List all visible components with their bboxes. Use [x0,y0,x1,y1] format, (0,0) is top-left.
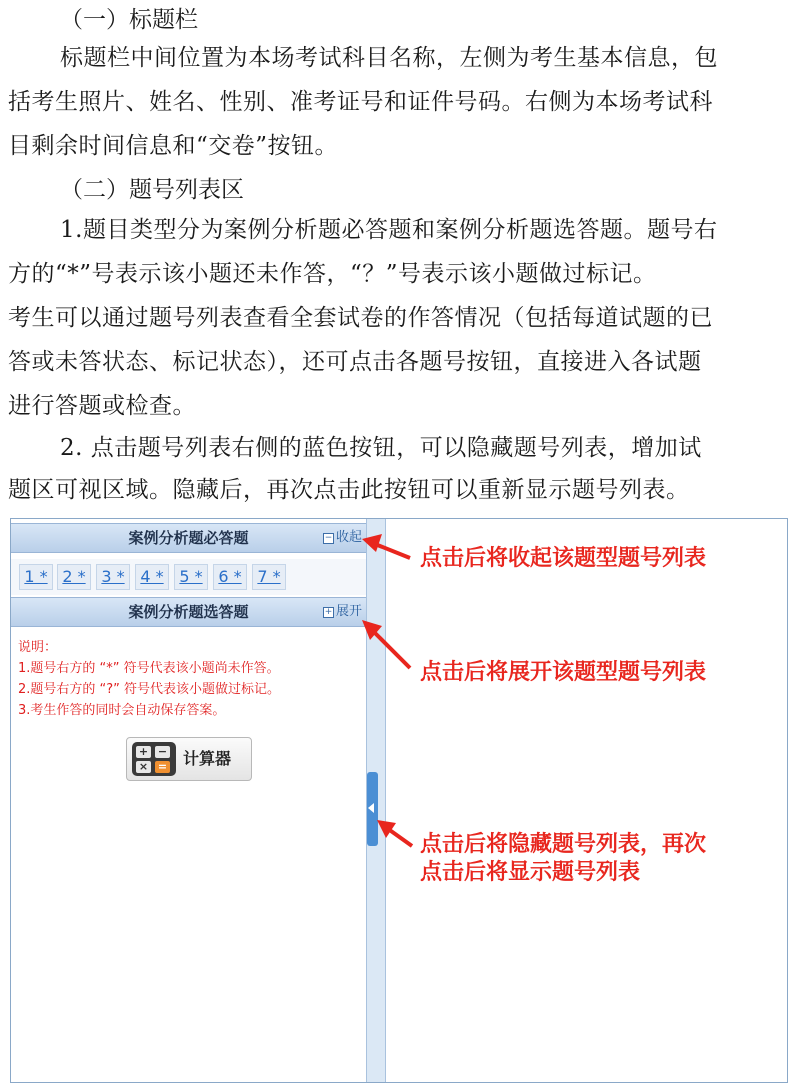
collapse-label: 收起 [335,530,362,545]
calculator-icon: + − × = [132,742,176,776]
heading-title-bar: （一）标题栏 [60,7,198,33]
annotation-hide-line2: 点击后将显示题号列表 [420,860,641,885]
para2-line1: 1.题目类型分为案例分析题必答题和案例分析题选答题。题号右 [60,217,718,243]
instruction-item: 1.题号右方的 “*” 符号代表该小题尚未作答。 [18,661,280,676]
annotation-hide-line1: 点击后将隐藏题号列表，再次 [420,832,707,857]
section-required-title: 案例分析题必答题 [128,529,249,547]
expand-label: 展开 [335,604,362,619]
instruction-item: 2.题号右方的 “?” 符号代表该小题做过标记。 [18,682,281,697]
para2-line5: 进行答题或检查。 [8,393,196,419]
question-button-6[interactable]: 6 * [213,564,247,590]
para2-line2: 方的“*”号表示该小题还未作答，“？”号表示该小题做过标记。 [8,261,657,287]
question-button-4[interactable]: 4 * [135,564,169,590]
instruction-item: 3.考生作答的同时会自动保存答案。 [18,703,226,718]
heading-question-list: （二）题号列表区 [60,177,244,203]
question-button-1[interactable]: 1 * [19,564,53,590]
question-button-2[interactable]: 2 * [57,564,91,590]
expand-icon: + [324,606,333,617]
para3-line1: 2. 点击题号列表右侧的蓝色按钮，可以隐藏题号列表，增加试 [60,435,702,461]
para1-line2: 括考生照片、姓名、性别、准考证号和证件号码。右侧为本场考试科 [8,89,713,115]
instructions-heading: 说明： [18,640,58,655]
para2-line3: 考生可以通过题号列表查看全套试卷的作答情况（包括每道试题的已 [8,305,713,331]
section-optional-title: 案例分析题选答题 [128,603,249,621]
annotation-collapse: 点击后将收起该题型题号列表 [420,546,707,571]
collapse-icon: − [324,532,333,543]
question-button-3[interactable]: 3 * [96,564,130,590]
para2-line4: 答或未答状态、标记状态），还可点击各题号按钮，直接进入各试题 [8,349,702,375]
para1-line1: 标题栏中间位置为本场考试科目名称，左侧为考生基本信息，包 [60,45,718,71]
question-button-5[interactable]: 5 * [174,564,208,590]
annotation-expand: 点击后将展开该题型题号列表 [420,660,707,685]
para3-line2: 题区可视区域。隐藏后，再次点击此按钮可以重新显示题号列表。 [8,477,690,503]
question-button-7[interactable]: 7 * [252,564,286,590]
para1-line3: 目剩余时间信息和“交卷”按钮。 [8,133,339,159]
calculator-label: 计算器 [183,749,232,768]
